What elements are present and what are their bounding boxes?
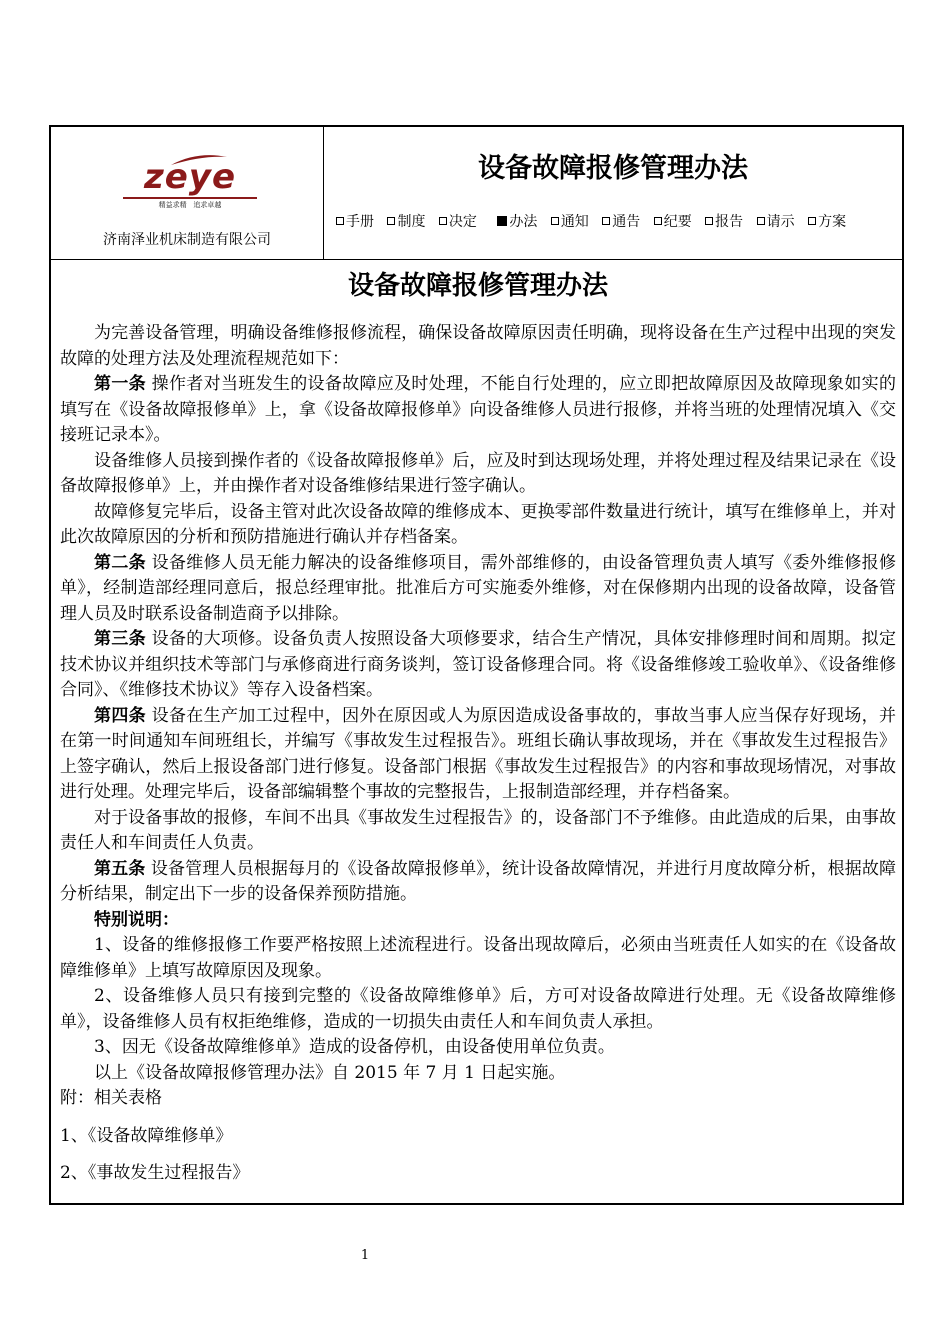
title-cell: [324, 127, 902, 259]
article-text: 设备维修人员无能力解决的设备维修项目，需外部维修的，由设备管理负责人填写《委外维修报修单》，经制造部经理同意后，报总经理审批。批准后方可实施委外维修，对在保修期内出现的设备故障，设备管理人员及时联系设备制造商予以排除。: [60, 552, 896, 624]
special-notes-heading: 特别说明：: [94, 909, 179, 930]
article-1-paragraph-2: 设备维修人员接到操作者的《设备故障报修单》后，应及时到达现场处理，并将处理过程及结果记录在《设备故障报修单》上，并由操作者对设备维修结果进行签字确认。: [60, 450, 896, 496]
article-text: 设备在生产加工过程中，因外在原因或人为原因造成设备事故的，事故当事人应当保存好现场，并在第一时间通知车间班组长，并编写《事故发生过程报告》。班组长确认事故现场，并在《事故发生过程报告》上签字确认，然后上报设备部门进行修复。设备部门根据《事故发生过程报告》的内容和事故现场情况，对事故进行处理。处理完毕后，设备部编辑整个事故的完整报告，上报制造部经理，并存档备案。: [60, 705, 896, 802]
article-heading: 第二条: [94, 552, 146, 573]
article-heading: 第三条: [94, 629, 146, 649]
company-logo: [123, 153, 257, 211]
special-note-item: 3、因无《设备故障维修单》造成的设备停机，由设备使用单位负责。: [94, 1037, 615, 1057]
document-title: 设备故障报修管理办法: [347, 271, 608, 301]
article-2: [60, 551, 896, 628]
checkbox-icon: [387, 217, 395, 225]
special-note-item: 1、设备的维修报修工作要严格按照上述流程进行。设备出现故障后，必须由当班责任人如实的在《设备故障维修单》上填写故障原因及现象。: [60, 935, 896, 981]
checkbox-icon: [551, 217, 559, 225]
doc-type-decision[interactable]: [439, 212, 477, 232]
attachments-label: 附：相关表格: [60, 1088, 162, 1108]
doc-type-label: 报告: [715, 214, 744, 230]
logo-wordmark: zeye: [143, 157, 237, 197]
document-body: [60, 269, 896, 1187]
doc-type-label: 方案: [818, 214, 847, 230]
checkbox-icon: [602, 217, 610, 225]
checkbox-icon: [757, 217, 765, 225]
doc-type-plan[interactable]: [808, 212, 846, 232]
doc-type-label: 通知: [560, 214, 589, 230]
header-title: 设备故障报修管理办法: [478, 153, 748, 184]
article-4-paragraph-2: 对于设备事故的报修，车间不出具《事故发生过程报告》的，设备部门不予维修。由此造成的后果，由事故责任人和车间责任人负责。: [60, 807, 896, 853]
header-row: [51, 127, 902, 260]
doc-type-label: 纪要: [663, 214, 692, 230]
intro-paragraph: 为完善设备管理，明确设备维修报修流程，确保设备故障原因责任明确，现将设备在生产过程中出现的突发故障的处理方法及处理流程规范如下：: [60, 323, 896, 369]
doc-type-label: 请示: [766, 214, 795, 230]
logo-cell: [51, 127, 324, 259]
article-1: [60, 372, 896, 449]
doc-type-label: 制度: [397, 214, 426, 230]
article-heading: 第一条: [94, 374, 146, 394]
doc-type-notice[interactable]: [551, 212, 589, 232]
doc-type-regulation[interactable]: [387, 212, 425, 232]
company-name: 济南泽业机床制造有限公司: [103, 232, 271, 248]
doc-type-label: 办法: [509, 214, 538, 230]
article-4: [60, 704, 896, 806]
checkbox-icon: [808, 217, 816, 225]
logo-slogan: 精益求精 追求卓越: [158, 201, 222, 209]
doc-type-label: 手册: [346, 214, 374, 230]
article-heading: 第四条: [94, 705, 146, 726]
doc-type-label: 通告: [612, 214, 641, 230]
article-text: 设备的大项修。设备负责人按照设备大项修要求，结合生产情况，具体安排修理时间和周期。拟定技术协议并组织技术等部门与承修商进行商务谈判，签订设备修理合同。将《设备维修竣工验收单》、《设备维修合同》、《维修技术协议》等存入设备档案。: [60, 629, 896, 700]
effective-date-statement: 以上《设备故障报修管理办法》自 2015 年 7 月 1 日起实施。: [94, 1062, 566, 1083]
checkbox-checked-icon: [497, 216, 507, 226]
document-frame: [49, 125, 904, 1205]
checkbox-icon: [336, 217, 344, 225]
doc-type-measures[interactable]: [497, 212, 537, 232]
article-text: 设备管理人员根据每月的《设备故障报修单》，统计设备故障情况，并进行月度故障分析，根据故障分析结果，制定出下一步的设备保养预防措施。: [60, 858, 896, 904]
article-5: [60, 857, 896, 908]
doc-type-manual[interactable]: [336, 212, 374, 232]
article-heading: 第五条: [94, 858, 146, 879]
checkbox-icon: [439, 217, 447, 225]
checkbox-icon: [654, 217, 662, 225]
page-number: 1: [360, 1248, 370, 1263]
doc-type-label: 决定: [448, 214, 477, 230]
doc-type-request[interactable]: [757, 212, 795, 232]
doc-type-report[interactable]: [705, 212, 743, 232]
attachment-item: 2、《事故发生过程报告》: [60, 1163, 250, 1183]
article-text: 操作者对当班发生的设备故障应及时处理，不能自行处理的，应立即把故障原因及故障现象如实的填写在《设备故障报修单》上，拿《设备故障报修单》向设备维修人员进行报修，并将当班的处理情况填入《交接班记录本》。: [60, 374, 896, 445]
doc-type-minutes[interactable]: [654, 212, 692, 232]
special-note-item: 2、设备维修人员只有接到完整的《设备故障维修单》后，方可对设备故障进行处理。无《设备故障维修单》，设备维修人员有权拒绝维修，造成的一切损失由责任人和车间负责人承担。: [60, 986, 896, 1032]
article-3: [60, 627, 896, 704]
doc-type-announcement[interactable]: [602, 212, 640, 232]
checkbox-icon: [705, 217, 713, 225]
logo-underline: [123, 197, 257, 199]
doc-type-checklist: [336, 212, 855, 232]
attachment-item: 1、《设备故障维修单》: [60, 1125, 233, 1146]
article-1-paragraph-3: 故障修复完毕后，设备主管对此次设备故障的维修成本、更换零部件数量进行统计，填写在维修单上，并对此次故障原因的分析和预防措施进行确认并存档备案。: [60, 501, 896, 547]
